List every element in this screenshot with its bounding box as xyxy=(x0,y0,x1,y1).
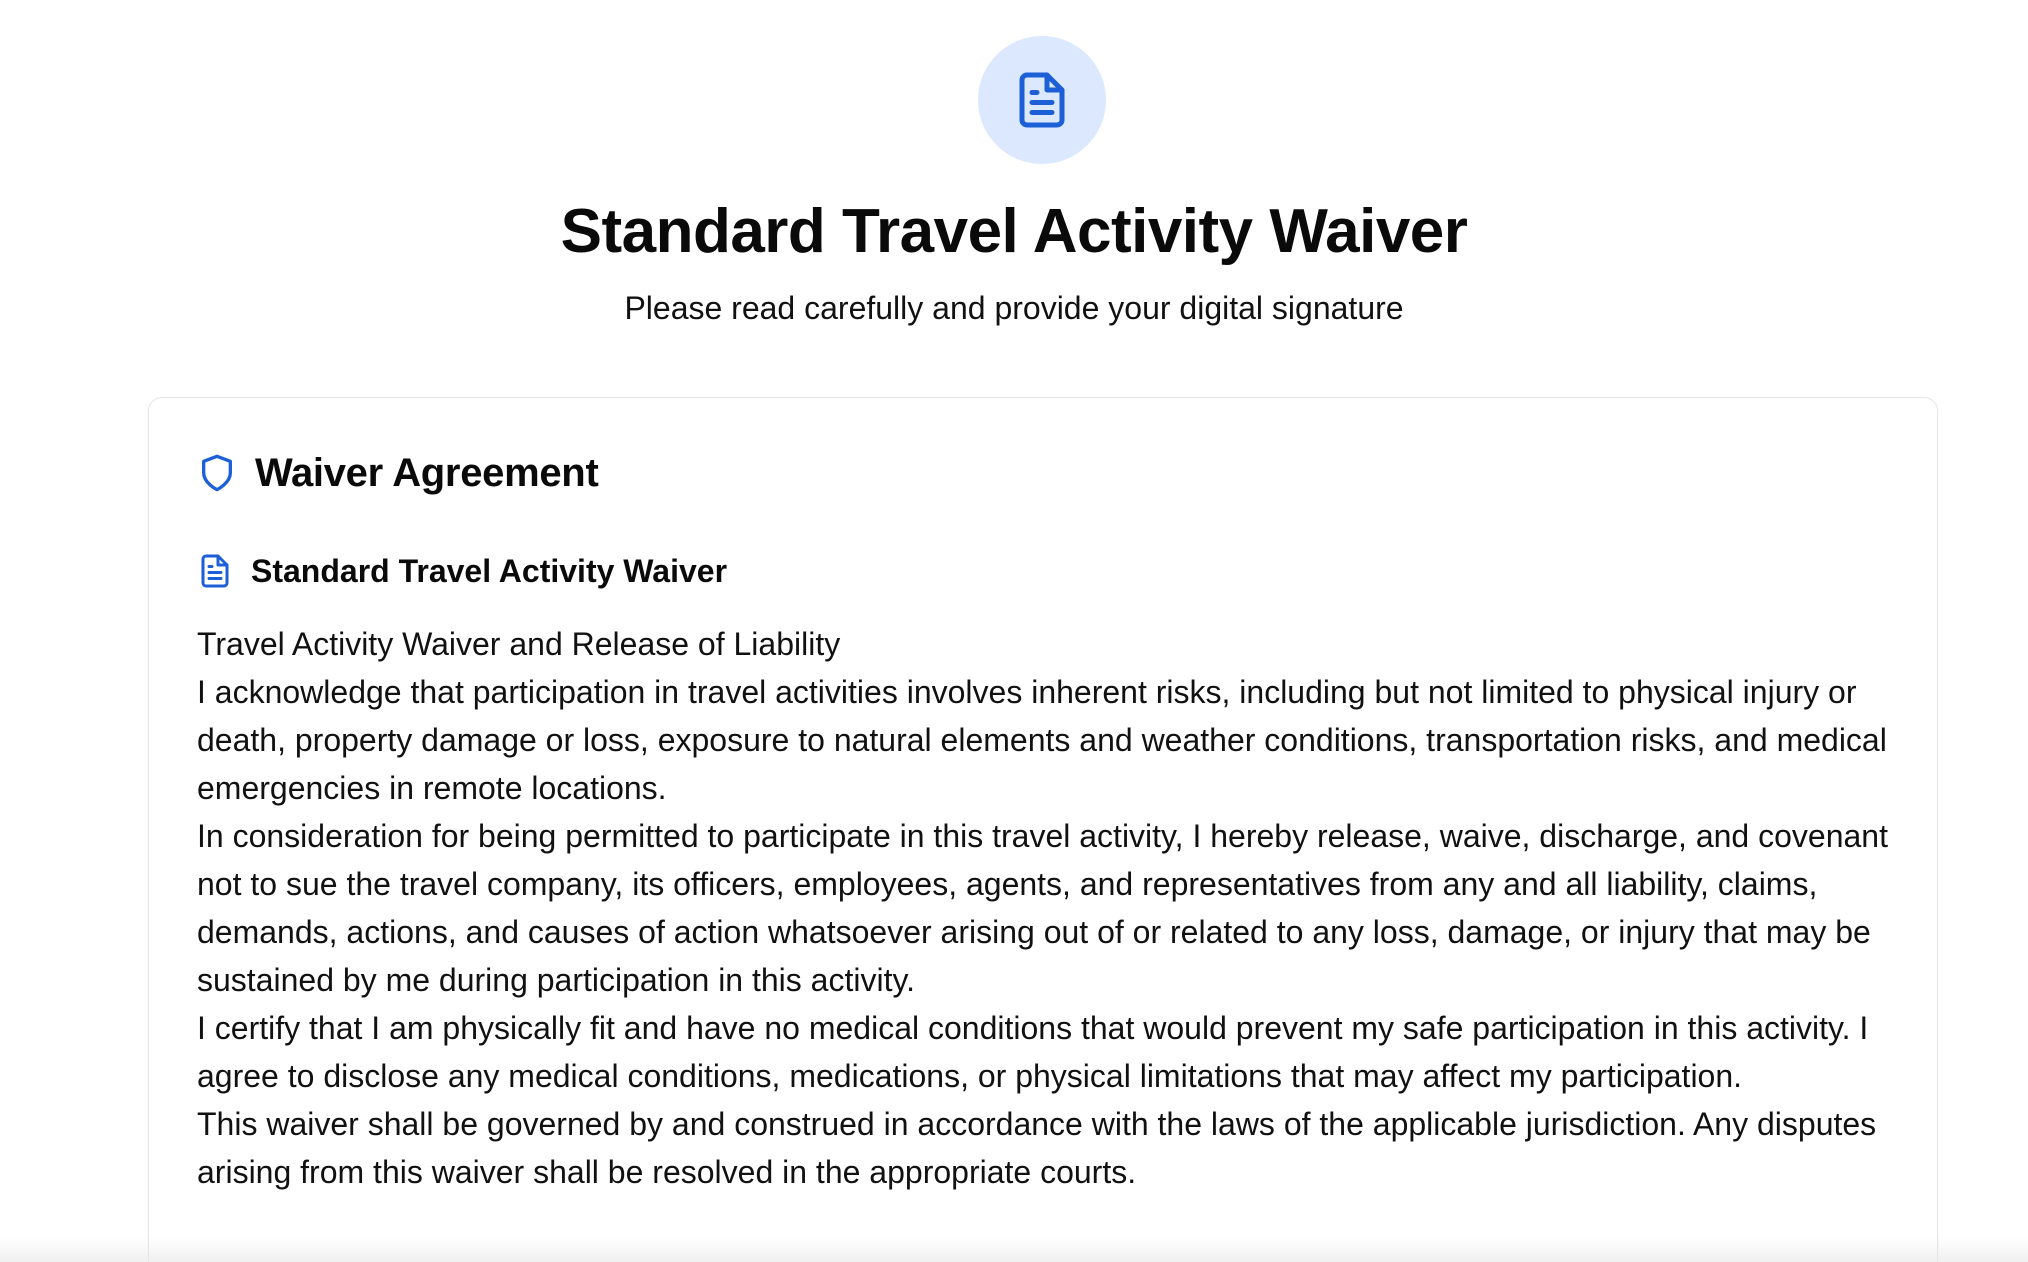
card-header xyxy=(197,448,598,498)
waiver-heading: Travel Activity Waiver and Release of Liability xyxy=(197,626,841,662)
card-title: Waiver Agreement xyxy=(255,450,599,495)
scroll-fade xyxy=(0,1238,2028,1262)
file-text-icon xyxy=(197,551,233,591)
waiver-agreement-card xyxy=(148,397,1938,1262)
waiver-paragraph-jurisdiction: This waiver shall be governed by and construed in accordance with the laws of the applicable jurisdiction. Any disputes arising from this waiver shall be resolved in the appropriate courts. xyxy=(197,1106,1877,1190)
document-header xyxy=(197,550,727,592)
shield-icon xyxy=(197,452,237,494)
document-title: Standard Travel Activity Waiver xyxy=(251,552,728,589)
waiver-paragraph-release: In consideration for being permitted to participate in this travel activity, I hereby release, waive, discharge, and covenant not to sue the travel company, its officers, employees, agents, and representatives from any and all liability, claims, demands, actions, and causes of action whatsoever arising out of or related to any loss, damage, or injury that may be sustained by me during participation in this activity. xyxy=(197,818,1888,998)
waiver-text xyxy=(197,620,1897,1196)
file-text-icon xyxy=(1012,70,1072,130)
page-subtitle: Please read carefully and provide your digital signature xyxy=(624,290,1404,326)
hero-document-badge xyxy=(978,36,1106,164)
waiver-paragraph-risks: I acknowledge that participation in travel activities involves inherent risks, including but not limited to physical injury or death, property damage or loss, exposure to natural elements and weather conditions, transportation risks, and medical emergencies in remote locations. xyxy=(197,674,1887,806)
page-title: Standard Travel Activity Waiver xyxy=(560,197,1468,266)
waiver-paragraph-fitness: I certify that I am physically fit and have no medical conditions that would prevent my safe participation in this activity. I agree to disclose any medical conditions, medications, or physical limitations that may affect my participation. xyxy=(197,1010,1869,1094)
